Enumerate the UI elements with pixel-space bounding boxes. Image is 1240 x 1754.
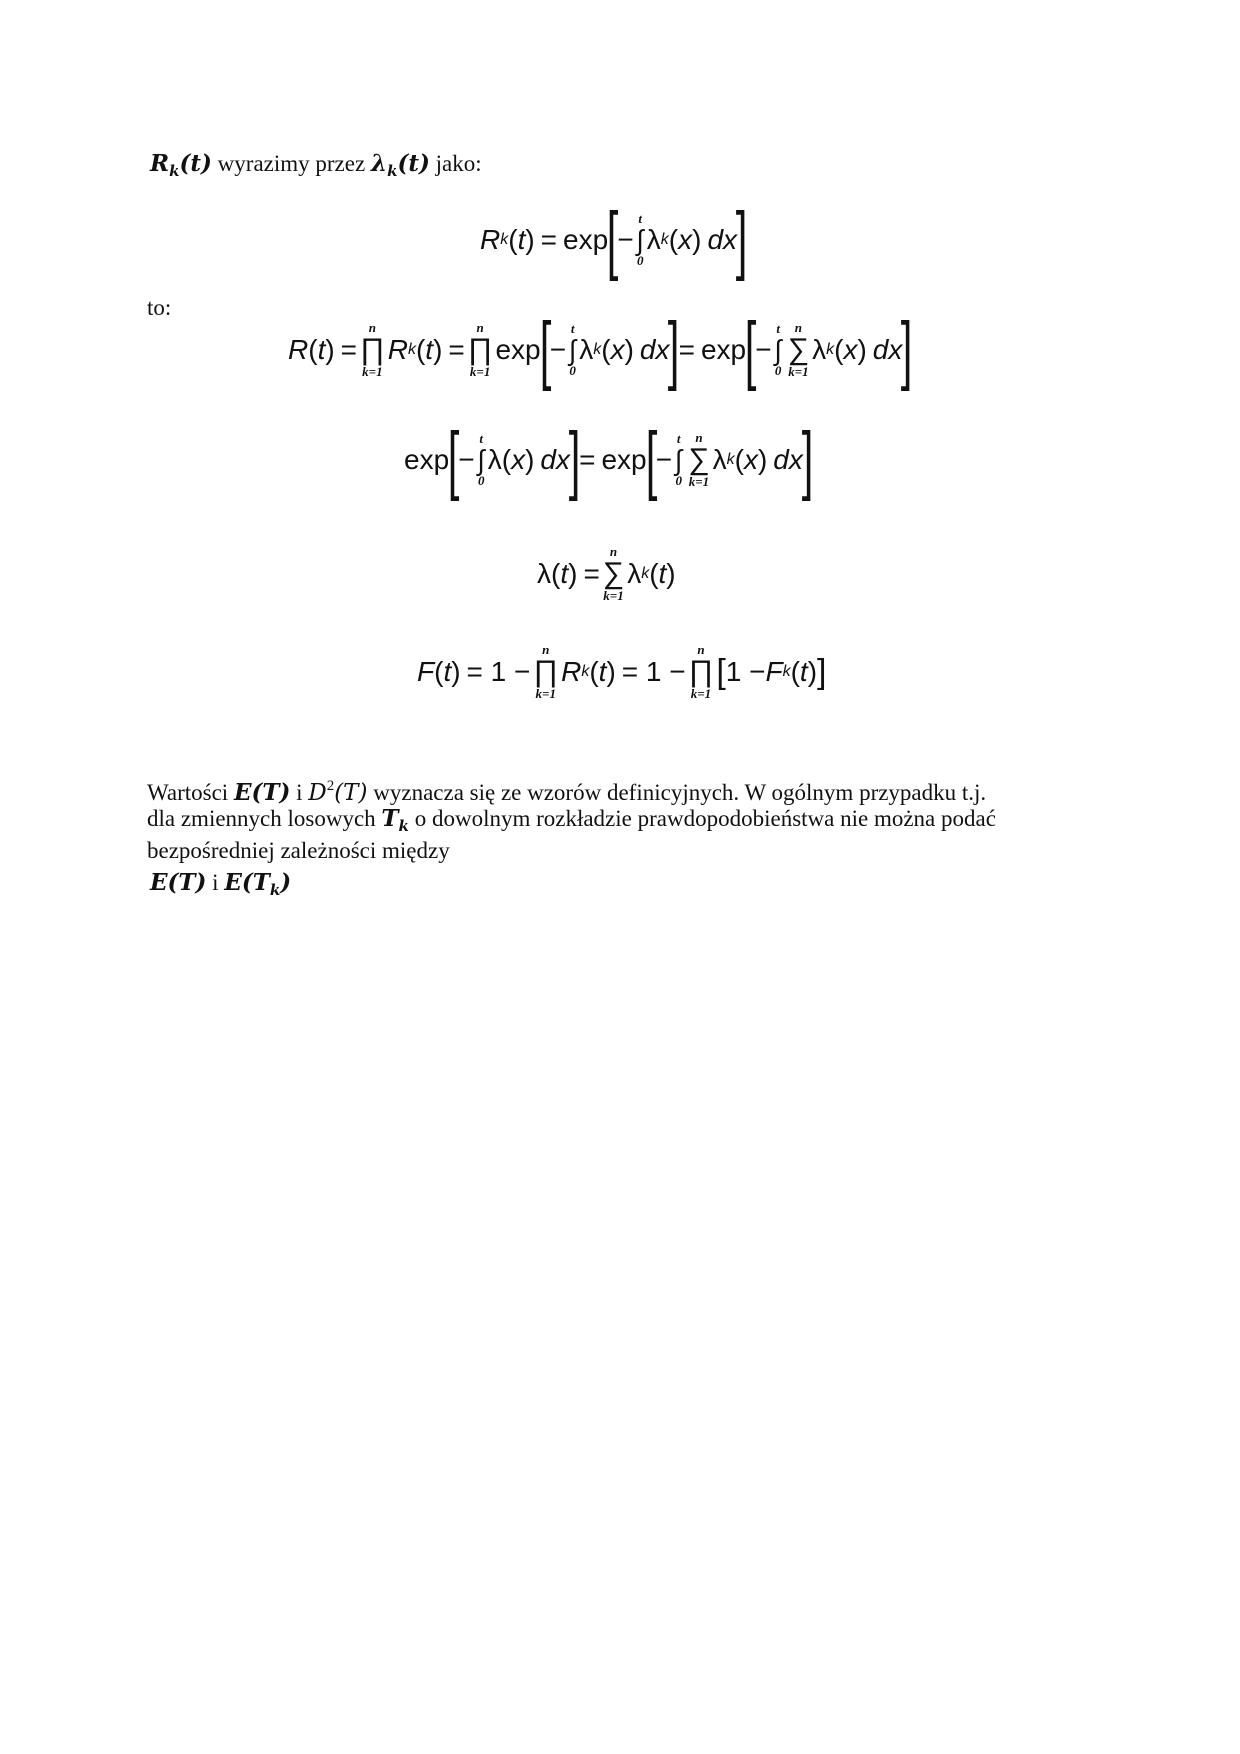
equation-failure-distribution: F (t) = 1 − n ∏ k=1 R k (t) = 1 − n ∏ k=1 [ 1 − F k (t) ] bbox=[417, 642, 827, 701]
math-variance-arg: (T) bbox=[334, 780, 368, 806]
intro-rhs-arg: (t) bbox=[397, 150, 430, 177]
intro-line bbox=[150, 148, 482, 187]
paragraph-text: i bbox=[206, 870, 225, 895]
exp-label: exp bbox=[601, 444, 647, 475]
paragraph-text: wyznacza się ze wzorów definicyjnych. W ogólnym przypadku t.j. bbox=[367, 780, 987, 805]
sum-operator: n ∑ k=1 bbox=[688, 430, 710, 489]
intro-end-text: jako: bbox=[429, 151, 482, 176]
integral-operator: t ∫ 0 bbox=[569, 321, 577, 378]
intro-lhs-subscript: k bbox=[169, 162, 180, 180]
intro-middle-text: wyrazimy przez bbox=[211, 151, 371, 176]
exp-label: exp bbox=[495, 334, 541, 365]
math-expectation-k-subscript: k bbox=[269, 881, 281, 899]
paragraph-line-4 bbox=[150, 867, 291, 906]
product-operator: n ∏ k=1 bbox=[688, 642, 714, 701]
math-random-variable-subscript: k bbox=[398, 817, 409, 835]
math-expectation: E(T) bbox=[233, 779, 291, 806]
paragraph-text: i bbox=[290, 780, 309, 805]
integral-operator: t ∫ 0 bbox=[636, 211, 644, 268]
math-expectation-k-close: ) bbox=[280, 869, 292, 896]
equation-system-reliability: R (t) = n ∏ k=1 R k (t) = n ∏ k=1 exp [ − t ∫ 0 λ k (x) dx ] = exp [ − t ∫ 0 n ∑ k=1 λ k (x) dx ] bbox=[288, 307, 913, 392]
intro-rhs-subscript: k bbox=[387, 162, 398, 180]
math-variance-symbol: D bbox=[308, 780, 327, 806]
integral-operator: t ∫ 0 bbox=[675, 431, 683, 488]
paragraph-text: o dowolnym rozkładzie prawdopodobieństwa nie można podać bbox=[408, 806, 996, 831]
integral-operator: t ∫ 0 bbox=[774, 321, 782, 378]
product-operator: n ∏ k=1 bbox=[467, 320, 493, 379]
equation-reliability-k: R k (t) = exp [ − t ∫ 0 λ k (x) dx ] bbox=[480, 197, 748, 282]
equation-exp-equivalence: exp [ − t ∫ 0 λ (x) dx ] = exp [ − t ∫ 0 n ∑ k=1 λ k (x) dx ] bbox=[404, 417, 814, 502]
product-operator: n ∏ k=1 bbox=[360, 320, 385, 379]
math-variance-exponent: 2 bbox=[326, 778, 335, 794]
sum-operator: n ∑ k=1 bbox=[602, 544, 625, 603]
intro-rhs-symbol: λ bbox=[370, 150, 388, 177]
exp-label: exp bbox=[404, 444, 450, 475]
intro-lhs-arg: (t) bbox=[179, 150, 212, 177]
exp-label: exp bbox=[563, 224, 609, 255]
product-operator: n ∏ k=1 bbox=[533, 642, 559, 701]
paragraph-text: Wartości bbox=[147, 780, 234, 805]
math-random-variable: T bbox=[381, 805, 399, 832]
paragraph-line-3: bezpośredniej zależności między bbox=[147, 838, 450, 863]
math-expectation-k: E(T bbox=[224, 869, 270, 896]
sum-operator: n ∑ k=1 bbox=[787, 320, 810, 379]
intro-lhs-symbol: R bbox=[150, 150, 170, 177]
math-expectation: E(T) bbox=[150, 869, 207, 896]
exp-label: exp bbox=[700, 334, 747, 365]
integral-operator: t ∫ 0 bbox=[477, 431, 485, 488]
to-label: to: bbox=[147, 295, 172, 320]
equation-failure-rate-sum: λ (t) = n ∑ k=1 λ k (t) bbox=[537, 544, 676, 603]
paragraph-text: dla zmiennych losowych bbox=[147, 806, 382, 831]
